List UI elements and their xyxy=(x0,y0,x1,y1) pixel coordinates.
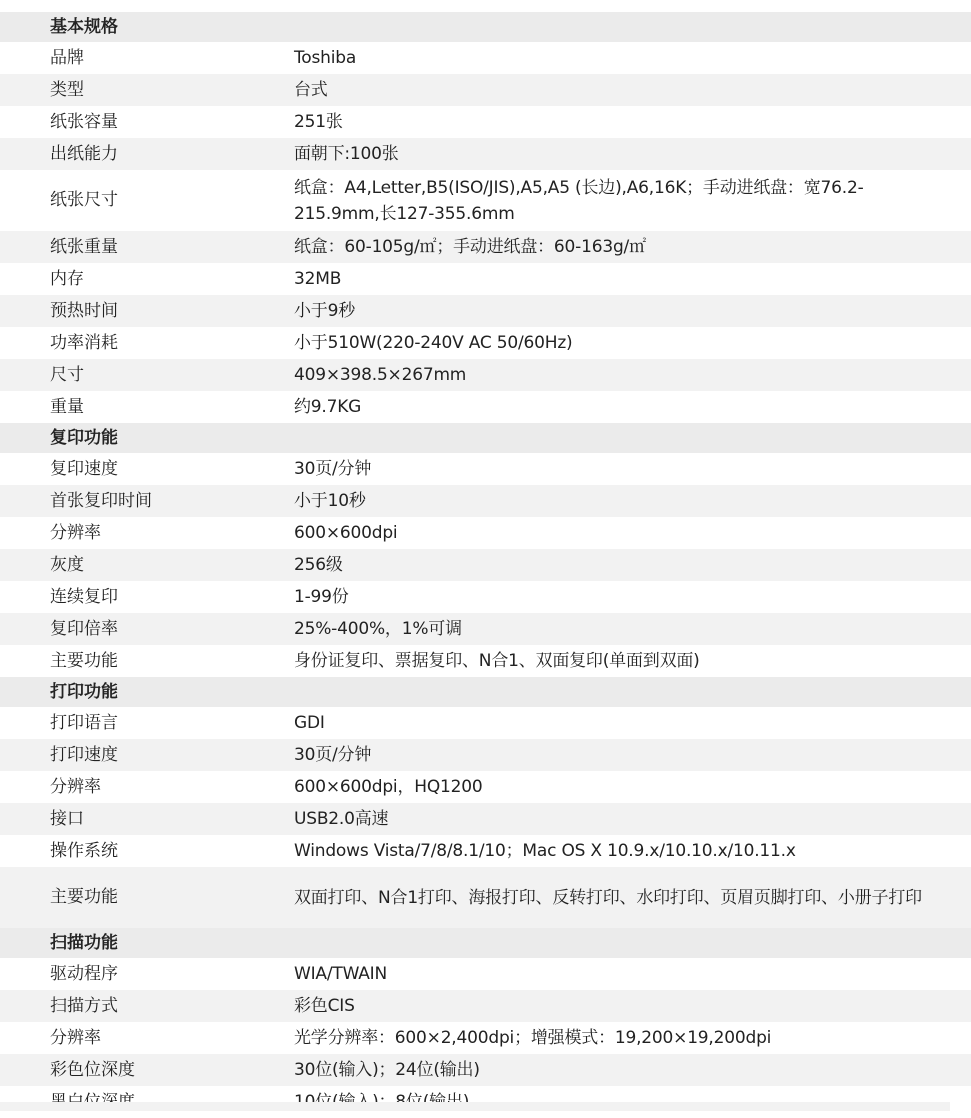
row-value: 30页/分钟 xyxy=(294,745,372,765)
row-label: 复印倍率 xyxy=(50,618,118,639)
row-label: 彩色位深度 xyxy=(50,1059,135,1080)
row-label: 预热时间 xyxy=(50,300,118,321)
row-value: 600×600dpi xyxy=(294,523,398,543)
row-value: 约9.7KG xyxy=(294,397,362,417)
row-value: 台式 xyxy=(294,80,328,100)
table-row xyxy=(0,295,971,327)
table-row xyxy=(0,263,971,295)
row-label: 重量 xyxy=(50,396,84,417)
table-row xyxy=(0,485,971,517)
row-label: 类型 xyxy=(50,79,84,100)
row-label: 灰度 xyxy=(50,554,84,575)
row-value: GDI xyxy=(294,713,325,733)
row-label: 主要功能 xyxy=(50,650,118,671)
row-label: 分辨率 xyxy=(50,522,101,543)
table-row xyxy=(0,835,971,867)
row-label: 尺寸 xyxy=(50,364,84,385)
row-label: 分辨率 xyxy=(50,1027,101,1048)
section-header-copy-functions: 复印功能 xyxy=(0,423,971,453)
table-row xyxy=(0,1054,971,1086)
row-label: 打印语言 xyxy=(50,712,118,733)
row-label: 出纸能力 xyxy=(50,143,118,164)
section-header-basic-specs: 基本规格 xyxy=(0,12,971,42)
row-label: 接口 xyxy=(50,808,84,829)
row-label: 纸张容量 xyxy=(50,111,118,132)
row-value: 小于10秒 xyxy=(294,491,366,511)
table-row xyxy=(0,803,971,835)
table-row xyxy=(0,517,971,549)
row-value: 251张 xyxy=(294,112,343,132)
table-row xyxy=(0,42,971,74)
row-value: 面朝下:100张 xyxy=(294,144,399,164)
row-value: 双面打印、N合1打印、海报打印、反转打印、水印打印、页眉页脚打印、小册子打印 xyxy=(294,887,922,908)
row-value: 小于510W(220-240V AC 50/60Hz) xyxy=(294,333,573,353)
row-value: 纸盒：60-105g/㎡；手动进纸盘：60-163g/㎡ xyxy=(294,237,646,257)
row-value: USB2.0高速 xyxy=(294,809,389,829)
table-row xyxy=(0,645,971,677)
row-value: 25%-400%，1%可调 xyxy=(294,619,462,639)
row-value: 身份证复印、票据复印、N合1、双面复印(单面到双面) xyxy=(294,651,700,671)
table-row xyxy=(0,138,971,170)
row-value: 光学分辨率：600×2,400dpi；增强模式：19,200×19,200dpi xyxy=(294,1028,772,1048)
table-row xyxy=(0,990,971,1022)
row-label: 纸张尺寸 xyxy=(50,190,118,210)
row-value: Toshiba xyxy=(294,48,357,68)
row-label: 打印速度 xyxy=(50,744,118,765)
table-row xyxy=(0,613,971,645)
row-value: 32MB xyxy=(294,269,342,289)
row-label: 驱动程序 xyxy=(50,963,118,984)
table-row xyxy=(0,170,971,231)
row-label: 纸张重量 xyxy=(50,236,118,257)
table-row xyxy=(0,707,971,739)
row-value: 409×398.5×267mm xyxy=(294,365,467,385)
row-label: 功率消耗 xyxy=(50,332,118,353)
table-row xyxy=(0,327,971,359)
table-row xyxy=(0,106,971,138)
row-label: 分辨率 xyxy=(50,776,101,797)
table-row xyxy=(0,231,971,263)
row-value: 256级 xyxy=(294,555,343,575)
bottom-divider xyxy=(0,1102,950,1111)
row-label: 扫描方式 xyxy=(50,995,118,1016)
row-value: 30页/分钟 xyxy=(294,459,372,479)
table-row xyxy=(0,549,971,581)
row-value: 小于9秒 xyxy=(294,301,356,321)
row-label: 主要功能 xyxy=(50,887,118,907)
row-value: WIA/TWAIN xyxy=(294,964,388,984)
row-label: 操作系统 xyxy=(50,840,118,861)
row-label: 品牌 xyxy=(50,47,84,68)
row-value: 彩色CIS xyxy=(294,996,355,1016)
section-header-scan-functions: 扫描功能 xyxy=(0,928,971,958)
table-row xyxy=(0,74,971,106)
table-row xyxy=(0,581,971,613)
table-row xyxy=(0,867,971,928)
row-label: 内存 xyxy=(50,268,84,289)
row-value: 1-99份 xyxy=(294,587,349,607)
section-header-print-functions: 打印功能 xyxy=(0,677,971,707)
row-value: 纸盒：A4,Letter,B5(ISO/JIS),A5,A5 (长边),A6,16K；手动进纸盘：宽76.2-215.9mm,长127-355.6mm xyxy=(294,177,864,224)
table-row xyxy=(0,453,971,485)
table-row xyxy=(0,359,971,391)
row-label: 首张复印时间 xyxy=(50,490,152,511)
row-label: 复印速度 xyxy=(50,458,118,479)
table-row xyxy=(0,1022,971,1054)
spec-table xyxy=(0,12,971,1118)
table-row xyxy=(0,771,971,803)
table-row xyxy=(0,391,971,423)
row-value: 600×600dpi，HQ1200 xyxy=(294,777,483,797)
table-row xyxy=(0,958,971,990)
row-value: 30位(输入)；24位(输出) xyxy=(294,1060,480,1080)
row-value: Windows Vista/7/8/8.1/10；Mac OS X 10.9.x/10.10.x/10.11.x xyxy=(294,841,796,861)
row-label: 连续复印 xyxy=(50,586,118,607)
table-row xyxy=(0,739,971,771)
